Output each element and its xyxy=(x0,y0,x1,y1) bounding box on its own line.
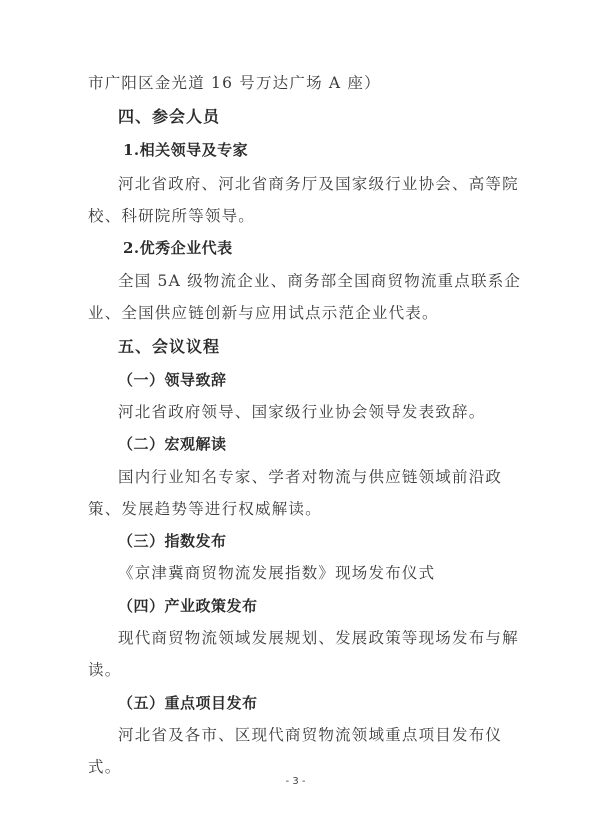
agenda-item-5-text-line2: 式。 xyxy=(88,758,122,776)
agenda-item-5-text-line1: 河北省及各市、区现代商贸物流领域重点项目发布仪 xyxy=(118,726,503,744)
section-heading-agenda: 五、会议议程 xyxy=(118,337,221,356)
agenda-item-2-text-line1: 国内行业知名专家、学者对物流与供应链领域前沿政 xyxy=(118,468,503,486)
agenda-item-1-text: 河北省政府领导、国家级行业协会领导发表致辞。 xyxy=(118,403,486,421)
paragraph-enterprises-line2: 业、全国供应链创新与应用试点示范企业代表。 xyxy=(88,304,439,322)
page-number: - 3 - xyxy=(285,776,306,787)
paragraph-leaders-line1: 河北省政府、河北省商务厅及国家级行业协会、高等院 xyxy=(118,175,519,193)
subheading-leaders-experts: 1.相关领导及专家 xyxy=(123,141,249,159)
agenda-item-4-heading: （四）产业政策发布 xyxy=(118,597,258,615)
agenda-item-4-text-line2: 读。 xyxy=(88,661,122,679)
address-continuation: 市广阳区金光道 16 号万达广场 A 座） xyxy=(88,74,381,92)
agenda-item-2-text-line2: 策、发展趋势等进行权威解读。 xyxy=(88,500,322,518)
agenda-item-5-heading: （五）重点项目发布 xyxy=(118,694,258,712)
subheading-enterprise-reps: 2.优秀企业代表 xyxy=(123,239,233,257)
section-heading-attendees: 四、参会人员 xyxy=(118,107,221,126)
agenda-item-4-text-line1: 现代商贸物流领域发展规划、发展政策等现场发布与解 xyxy=(118,629,519,647)
agenda-item-3-text: 《京津冀商贸物流发展指数》现场发布仪式 xyxy=(118,564,436,582)
paragraph-enterprises-line1: 全国 5A 级物流企业、商务部全国商贸物流重点联系企 xyxy=(118,272,522,290)
agenda-item-3-heading: （三）指数发布 xyxy=(118,532,227,550)
paragraph-leaders-line2: 校、科研院所等领导。 xyxy=(88,207,256,225)
agenda-item-2-heading: （二）宏观解读 xyxy=(118,435,227,453)
agenda-item-1-heading: （一）领导致辞 xyxy=(118,371,227,389)
